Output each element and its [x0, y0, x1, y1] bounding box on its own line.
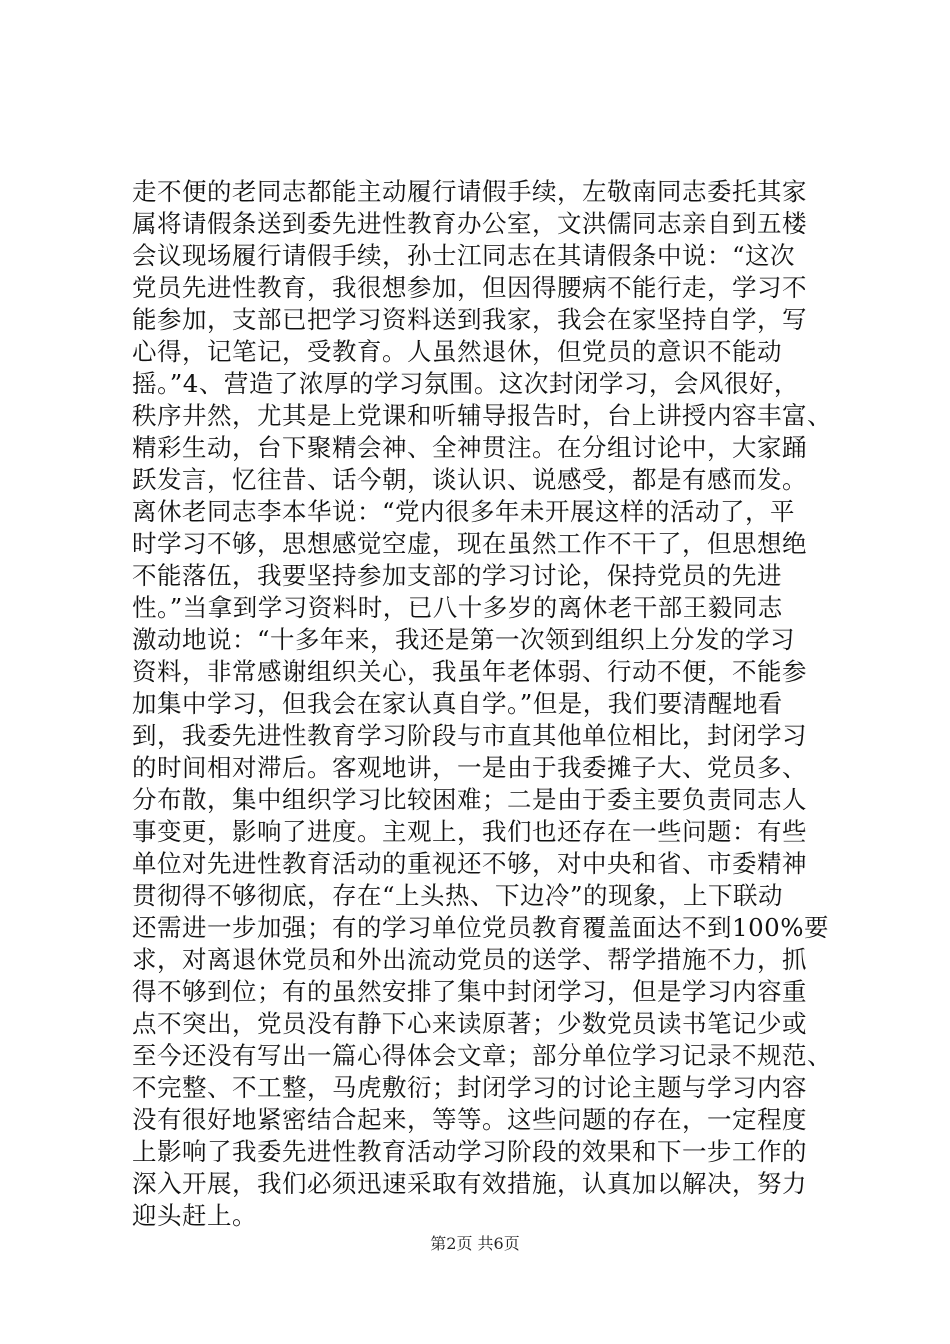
text-line: 至今还没有写出一篇心得体会文章；部分单位学习记录不规范、	[132, 1041, 832, 1070]
text-line: 还需进一步加强；有的学习单位党员教育覆盖面达不到100%要	[132, 913, 830, 942]
text-line: 摇。”4、营造了浓厚的学习氛围。这次封闭学习，会风很好，	[132, 369, 799, 398]
text-line: 属将请假条送到委先进性教育办公室，文洪儒同志亲自到五楼	[132, 209, 807, 238]
text-line: 心得，记笔记，受教育。人虽然退休，但党员的意识不能动	[132, 337, 782, 366]
text-line: 的时间相对滞后。客观地讲，一是由于我委摊子大、党员多、	[132, 753, 807, 782]
text-line: 求，对离退休党员和外出流动党员的送学、帮学措施不力，抓	[132, 945, 807, 974]
text-line: 上影响了我委先进性教育活动学习阶段的效果和下一步工作的	[132, 1137, 807, 1166]
text-line: 跃发言，忆往昔、话今朝，谈认识、说感受，都是有感而发。	[132, 465, 807, 494]
text-line: 不能落伍，我要坚持参加支部的学习讨论，保持党员的先进	[132, 561, 782, 590]
text-line: 资料，非常感谢组织关心，我虽年老体弱、行动不便，不能参	[132, 657, 807, 686]
text-line: 事变更，影响了进度。主观上，我们也还存在一些问题：有些	[132, 817, 807, 846]
text-line: 精彩生动，台下聚精会神、全神贯注。在分组讨论中，大家踊	[132, 433, 807, 462]
page-number-footer: 第2页 共6页	[430, 1234, 520, 1253]
text-line: 党员先进性教育，我很想参加，但因得腰病不能行走，学习不	[132, 273, 807, 302]
text-line: 离休老同志李本华说：“党内很多年未开展这样的活动了，平	[132, 497, 796, 526]
body-paragraph	[132, 176, 852, 1232]
text-line: 得不够到位；有的虽然安排了集中封闭学习，但是学习内容重	[132, 977, 807, 1006]
text-line: 性。”当拿到学习资料时，已八十多岁的离休老干部王毅同志	[132, 593, 783, 622]
text-line: 没有很好地紧密结合起来，等等。这些问题的存在，一定程度	[132, 1105, 807, 1134]
text-line: 能参加，支部已把学习资料送到我家，我会在家坚持自学，写	[132, 305, 807, 334]
text-line: 点不突出，党员没有静下心来读原著；少数党员读书笔记少或	[132, 1009, 807, 1038]
text-line: 时学习不够，思想感觉空虚，现在虽然工作不干了，但思想绝	[132, 529, 807, 558]
text-line: 分布散，集中组织学习比较困难；二是由于委主要负责同志人	[132, 785, 807, 814]
text-line: 到，我委先进性教育学习阶段与市直其他单位相比，封闭学习	[132, 721, 807, 750]
text-line: 走不便的老同志都能主动履行请假手续，左敬南同志委托其家	[132, 177, 807, 206]
text-line: 秩序井然，尤其是上党课和听辅导报告时，台上讲授内容丰富、	[132, 401, 832, 430]
text-line: 单位对先进性教育活动的重视还不够，对中央和省、市委精神	[132, 849, 807, 878]
text-line: 加集中学习，但我会在家认真自学。”但是，我们要清醒地看	[132, 689, 783, 718]
text-line: 深入开展，我们必须迅速采取有效措施，认真加以解决，努力	[132, 1169, 807, 1198]
text-line: 贯彻得不够彻底，存在“上头热、下边冷”的现象，上下联动	[132, 881, 784, 910]
text-line: 激动地说：“十多年来，我还是第一次领到组织上分发的学习	[132, 625, 796, 654]
text-line: 不完整、不工整，马虎敷衍；封闭学习的讨论主题与学习内容	[132, 1073, 807, 1102]
text-line: 会议现场履行请假手续，孙士江同志在其请假条中说：“这次	[132, 241, 796, 270]
text-line: 迎头赶上。	[132, 1201, 257, 1230]
